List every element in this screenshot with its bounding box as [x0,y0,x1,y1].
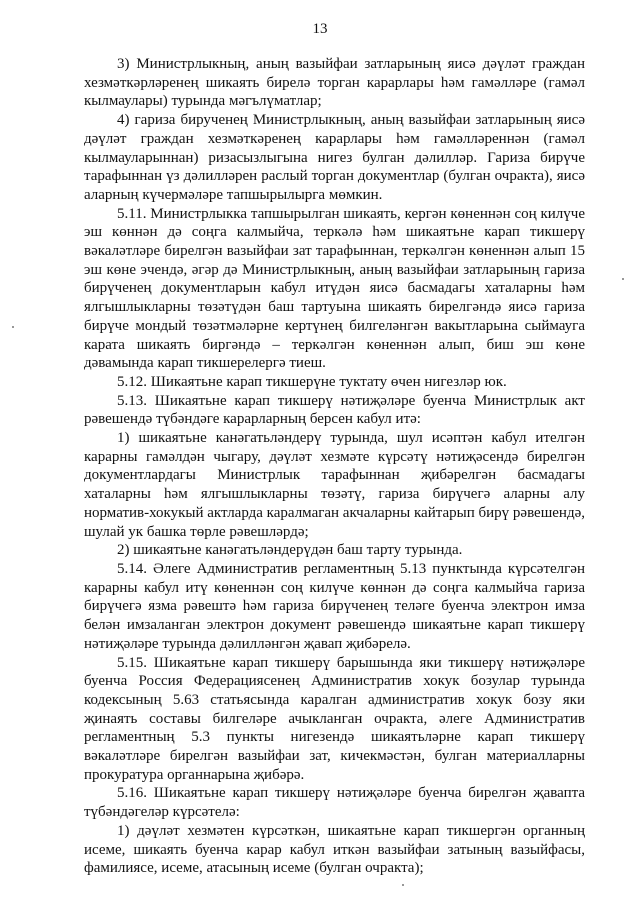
document-body [84,55,585,878]
scan-speck [402,884,404,886]
paragraph: 5.11. Министрлыкка тапшырылган шикаять, кергән көненнән соң килүче эш көннән дә соңга калмыйча, теркәлә һәм шикаятьне карап тикшерү вәкаләтләре бирелгән вазыйфаи зат тарафыннан, теркәлгән көненнән алып 15 эш көне эчендә, әгәр дә Министрлыкның, аның вазыйфаи затларының гариза бирүченең документларын кабул итүдән яисә басмадагы хаталарны һәм ялгышлыкларны төзәтүдән баш тартуына шикаять бирелгәндә яисә гариза бирүче мондый төзәтмәләрне кертүнең билгеләнгән вакытларына сыймауга карата шикаять биргәндә – теркәлгән көненнән алып, биш эш көне дәвамында карап тикшерелергә тиеш. [84,205,585,372]
scan-speck [12,326,14,328]
paragraph: 1) шикаятьне канәгатьләндерү турында, шул исәптән кабул ителгән карарны гамәлдән чыгару, дәүләт хезмәте күрсәтү нәтиҗәсендә бирелгән документлардагы Министрлык тарафыннан җибәрелгән басмадагы хаталарны һәм ялгышлыкларны төзәтү, гариза бирүчегә аларны алу норматив-хокукый актларда каралмаган акчаларны кайтарып бирү рәвешендә, шулай ук башка төрле рәвешләрдә; [84,430,585,540]
page-number: 13 [312,21,328,37]
paragraph: 3) Министрлыкның, аның вазыйфаи затларының яисә дәүләт граждан хезмәткәрләренең шикаять бирелә торган карарлары һәм гамәлләре (гамәл кылмаулары) турында мәгълүматлар; [84,56,585,110]
paragraph: 5.13. Шикаятьне карап тикшерү нәтиҗәләре буенча Министрлык акт рәвешендә түбәндәге карарларның берсен кабул итә: [84,392,585,428]
paragraph: 4) гариза бирученең Министрлыкның, аның вазыйфаи затларының яисә дәүләт граждан хезмәткәренең карарлары һәм гамәлләреннән (гамәл кылмауларыннан) ризасызлыгына нигез булган дәлилләр. Гариза бирүче тарафыннан үз дәлилләрен раслый торган документлар (булган очракта), яисә аларның күчермәләре тапшырылырга мөмкин. [84,112,585,203]
paragraph: 5.12. Шикаятьне карап тикшерүне туктату өчен нигезләр юк. [117,373,507,390]
paragraph: 1) дәүләт хезмәтен күрсәткән, шикаятьне карап тикшергән органның исеме, шикаять буенча карар кабул иткән вазыйфаи затының вазыйфасы, фамилиясе, исеме, атасының исеме (булган очракта); [84,822,585,877]
paragraph: 5.16. Шикаятьне карап тикшерү нәтиҗәләре буенча бирелгән җавапта түбәндәгеләр күрсәтелә: [84,785,585,821]
paragraph: 2) шикаятьне канәгатьләндерүдән баш тарту турында. [117,542,463,559]
scan-speck [622,278,624,280]
paragraph: 5.15. Шикаятьне карап тикшерү барышында яки тикшерү нәтиҗәләре буенча Россия Федерациясенең Административ хокук бозулар турында кодексының 5.63 статьясында каралган административ хокук бозу яки җинаять составы билгеләре ачыкланган очракта, әлеге Административ регламентның 5.3 пункты нигезендә шикаятьләрне карап тикшерү вәкаләтләре бирелгән вазыйфаи зат, кичекмәстән, булган материалларны прокуратура органнарына җибәрә. [84,654,585,783]
paragraph: 5.14. Әлеге Административ регламентның 5.13 пунктында күрсәтелгән карарны кабул итү көненнән соң килүче көннән дә соңга калмыйча гариза бирүчегә язма рәвештә һәм гариза бирүченең теләге буенча электрон имза белән имзаланган электрон документ рәвешендә шикаятьне карап тикшерү нәтиҗәләре турында дәлилләнгән җавап җибәрелә. [84,560,585,652]
